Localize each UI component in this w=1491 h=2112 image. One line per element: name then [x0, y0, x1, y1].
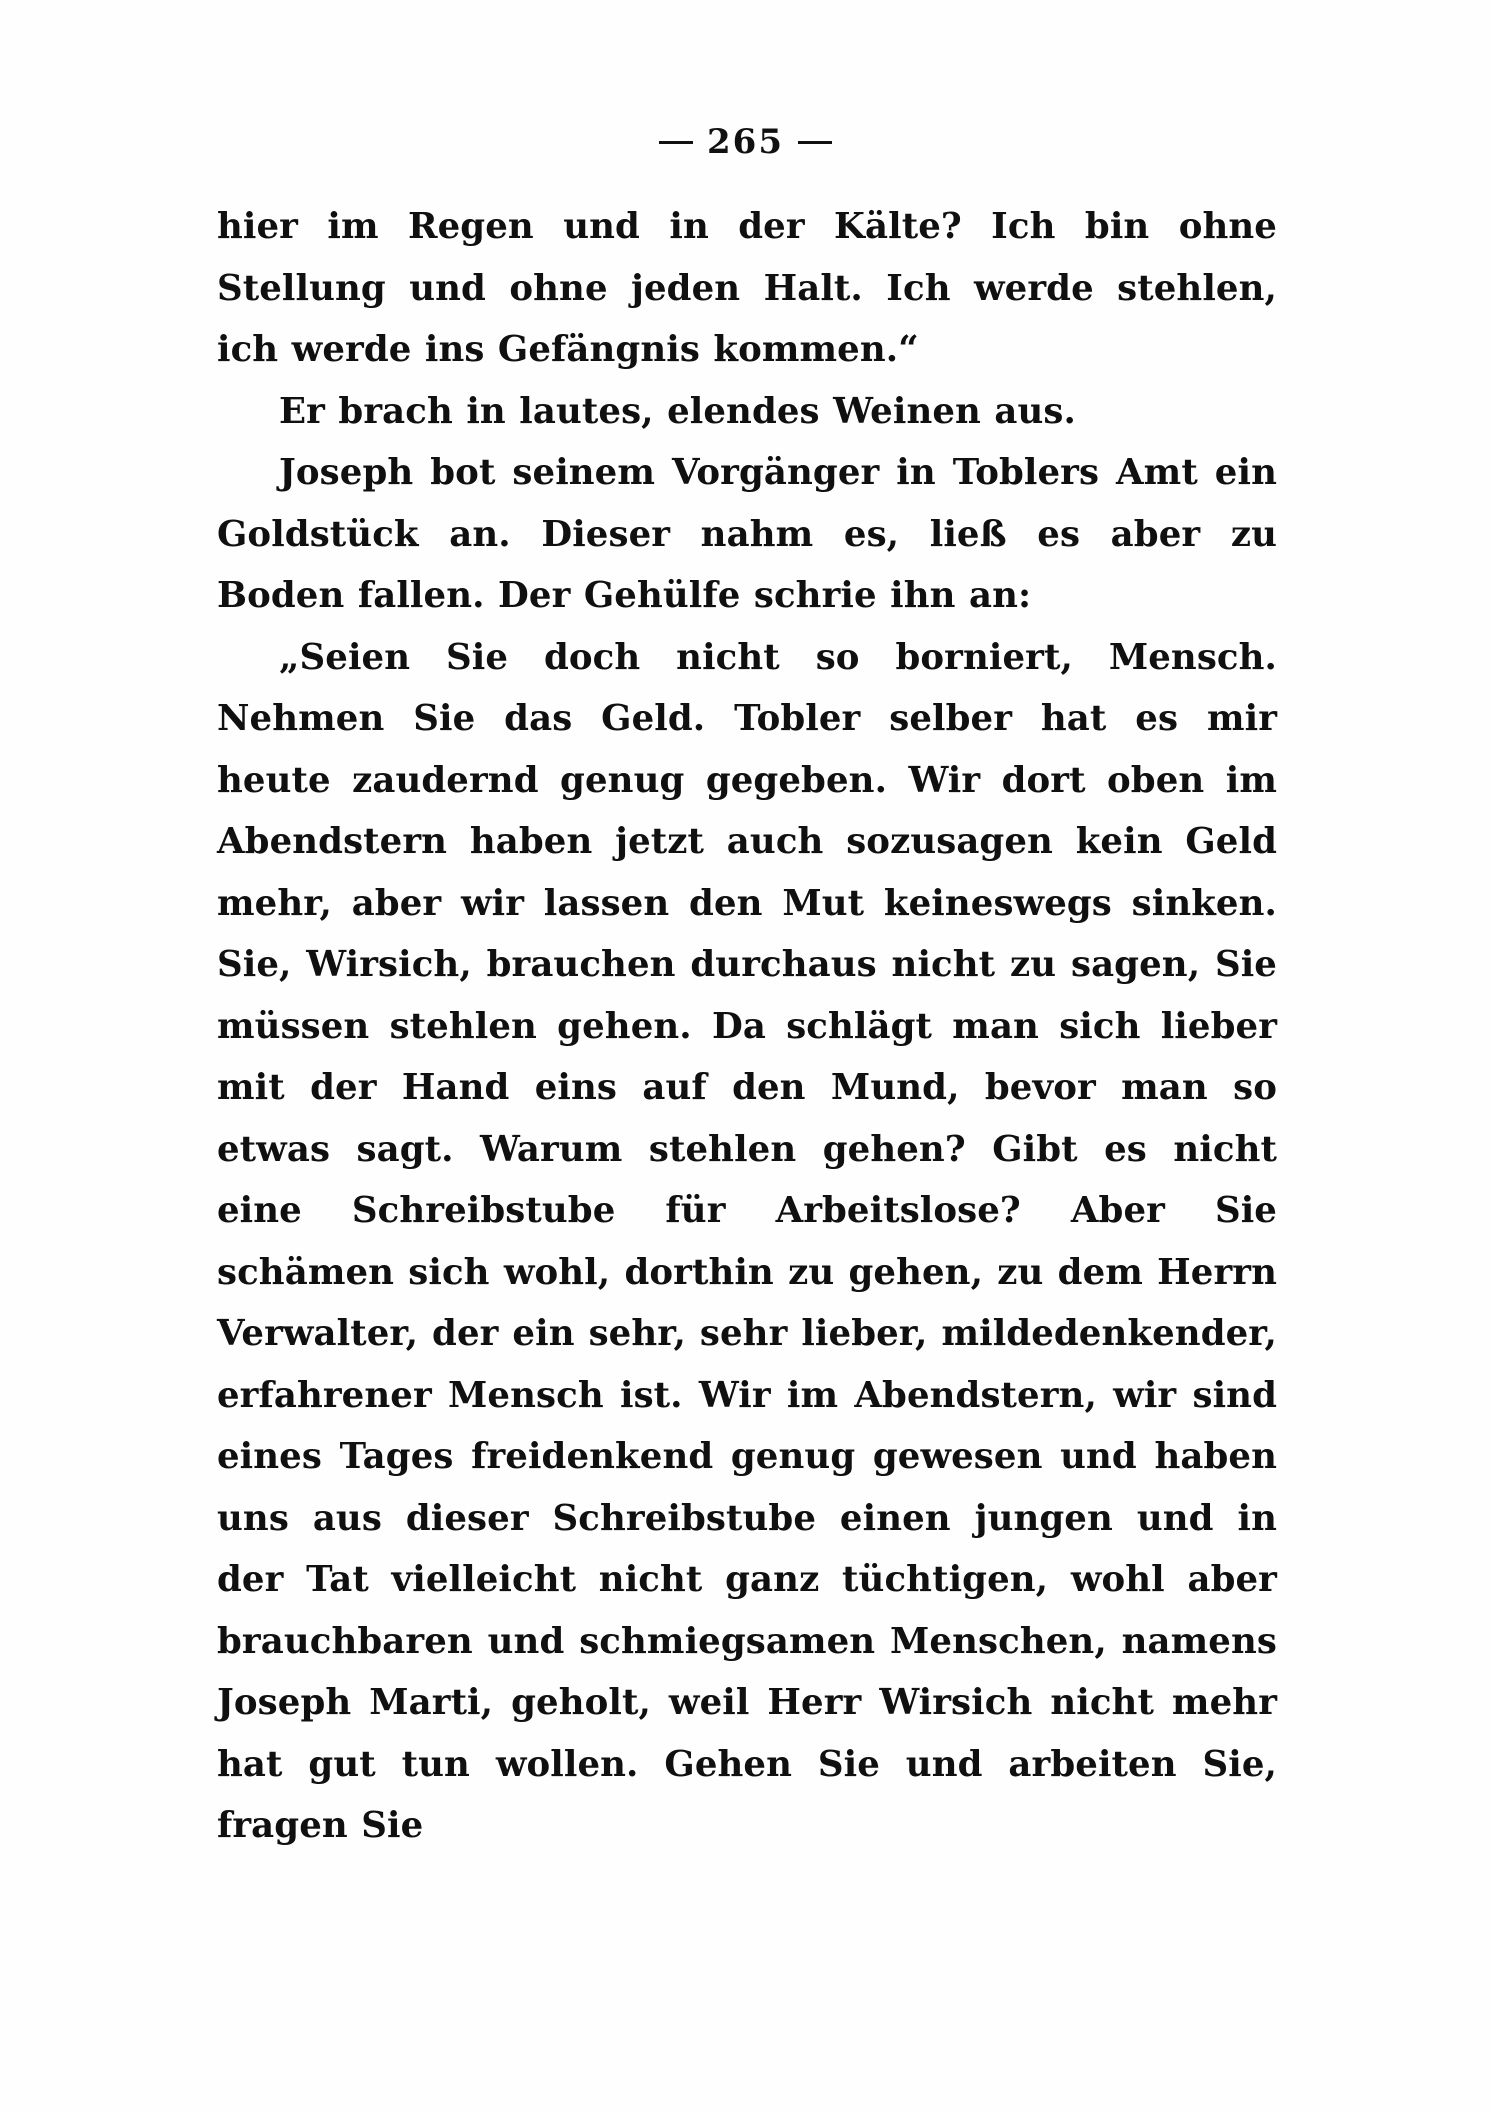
paragraph: hier im Regen und in der Kälte? Ich bin ohne Stellung und ohne jeden Halt. Ich werde stehlen, ich werde ins Gefängnis kommen.“	[217, 206, 1277, 370]
header-rule-left	[659, 141, 693, 144]
paragraph: „Seien Sie doch nicht so borniert, Mensch. Nehmen Sie das Geld. Tobler selber hat es mir heute zaudernd genug gegeben. Wir dort oben im Abendstern haben jetzt auch sozusagen kein Geld mehr, aber wir lassen den Mut keineswegs sinken. Sie, Wirsich, brauchen durchaus nicht zu sagen, Sie müssen stehlen gehen. Da schlägt man sich lieber mit der Hand eins auf den Mund, bevor man so etwas sagt. Warum stehlen gehen? Gibt es nicht eine Schreibstube für Arbeitslose? Aber Sie schämen sich wohl, dorthin zu gehen, zu dem Herrn Verwalter, der ein sehr, sehr lieber, mildedenkender, erfahrener Mensch ist. Wir im Abendstern, wir sind eines Tages freidenkend genug gewesen und haben uns aus dieser Schreibstube einen jungen und in der Tat vielleicht nicht ganz tüchtigen, wohl aber brauchbaren und schmiegsamen Menschen, namens Joseph Marti, geholt, weil Herr Wirsich nicht mehr hat gut tun wollen. Gehen Sie und arbeiten Sie, fragen Sie	[217, 636, 1277, 1846]
paragraph: Joseph bot seinem Vorgänger in Toblers Amt ein Goldstück an. Dieser nahm es, ließ es aber zu Boden fallen. Der Gehülfe schrie ihn an:	[217, 452, 1277, 616]
paragraph: Er brach in lautes, elendes Weinen aus.	[279, 390, 1076, 432]
header-rule-right	[798, 141, 832, 144]
page-header	[0, 122, 1491, 162]
body-text	[217, 196, 1277, 1857]
page-number: 265	[707, 122, 784, 162]
